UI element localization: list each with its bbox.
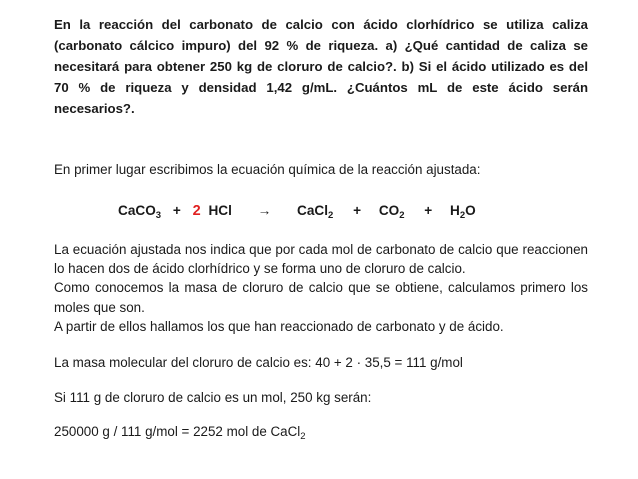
plus-sign: + — [353, 203, 362, 218]
stoichiometric-coefficient: 2 — [192, 203, 201, 219]
calculation-result: 250000 g / 111 g/mol = 2252 mol de CaCl$_2$ — [54, 424, 306, 442]
plus-sign: + — [172, 203, 181, 218]
plus-sign: + — [424, 203, 433, 218]
explanation — [54, 240, 588, 336]
explanation-paragraph: Como conocemos la masa de cloruro de calcio que se obtiene, calculamos primero los moles que son. — [54, 280, 588, 315]
problem-statement: En la reacción del carbonato de calcio con ácido clorhídrico se utiliza caliza (carbonato cálcico impuro) del 92 % de riqueza. a) ¿Qué cantidad de caliza se necesitará para obtener 250 kg de cloruro de calcio?. b) Si el ácido utilizado es del 70 % de riqueza y densidad 1,42 g/mL. ¿Cuántos mL de este ácido serán necesarios?. — [54, 17, 588, 116]
explanation-paragraph: A partir de ellos hallamos los que han reaccionado de carbonato y de ácido. — [54, 318, 504, 334]
chemical-equation — [118, 203, 476, 219]
reaction-arrow-icon: → — [257, 203, 272, 218]
reactant-caco3: CaCO$_3$ — [118, 203, 162, 221]
product-h2o: $H_2O$ — [450, 203, 476, 221]
product-co2: $CO_2$ — [378, 203, 405, 221]
molar-mass-line: La masa molecular del cloruro de calcio es: 40 + 2 · 35,5 = 111 g/mol — [54, 355, 463, 370]
mol-statement: Si 111 g de cloruro de calcio es un mol, 250 kg serán: — [54, 390, 372, 405]
reactant-hcl: HCl — [208, 203, 232, 218]
explanation-paragraph: La ecuación ajustada nos indica que por cada mol de carbonato de calcio que reaccionen lo hacen dos de ácido clorhídrico y se forma uno de cloruro de calcio. — [54, 242, 588, 277]
product-cacl2: CaCl$_2$ — [297, 203, 334, 221]
intro-text: En primer lugar escribimos la ecuación química de la reacción ajustada: — [54, 162, 481, 177]
